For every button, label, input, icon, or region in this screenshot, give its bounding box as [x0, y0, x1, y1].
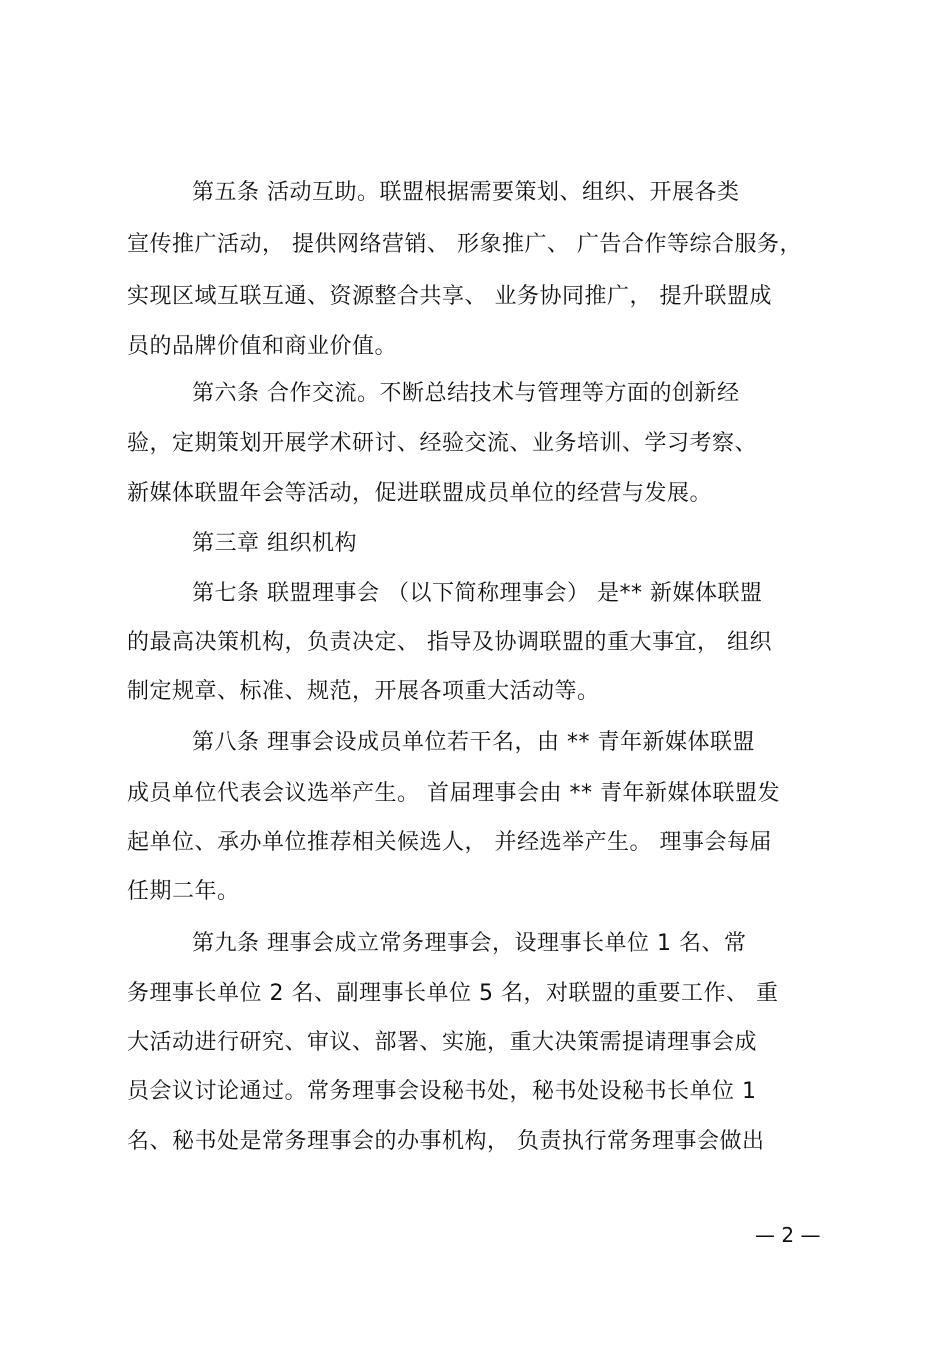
paragraph-line: 新媒体联盟年会等活动，促进联盟成员单位的经营与发展。	[127, 481, 713, 506]
paragraph-line: 任期二年。	[127, 879, 240, 904]
paragraph-line: 制定规章、标准、规范，开展各项重大活动等。	[127, 679, 600, 704]
chapter-heading: 第三章 组织机构	[192, 531, 357, 556]
paragraph-line: 第五条 活动互助。联盟根据需要策划、组织、开展各类	[192, 180, 740, 205]
paragraph-line: 大活动进行研究、审议、部署、实施，重大决策需提请理事会成	[127, 1030, 758, 1055]
paragraph-line: 第八条 理事会设成员单位若干名，由 ** 青年新媒体联盟	[192, 730, 755, 755]
paragraph-line: 第七条 联盟理事会 （以下简称理事会） 是** 新媒体联盟	[192, 581, 763, 606]
paragraph-line: 验，定期策划开展学术研讨、经验交流、业务培训、学习考察、	[127, 431, 758, 456]
paragraph-line: 第九条 理事会成立常务理事会，设理事长单位 1 名、常	[192, 931, 747, 956]
paragraph-line: 名、秘书处是常务理事会的办事机构， 负责执行常务理事会做出	[127, 1129, 765, 1154]
paragraph-line: 实现区域互联互通、资源整合共享、 业务协同推广， 提升联盟成	[127, 284, 772, 309]
paragraph-line: 起单位、承办单位推荐相关候选人， 并经选举产生。 理事会每届	[127, 830, 772, 855]
paragraph-line: 的最高决策机构，负责决定、 指导及协调联盟的重大事宜， 组织	[127, 630, 772, 655]
paragraph-line: 员会议讨论通过。常务理事会设秘书处，秘书处设秘书长单位 1	[127, 1079, 757, 1104]
paragraph-line: 宣传推广活动， 提供网络营销、 形象推广、 广告合作等综合服务，	[127, 232, 802, 257]
paragraph-line: 务理事长单位 2 名、副理事长单位 5 名，对联盟的重要工作、 重	[127, 981, 779, 1006]
paragraph-line: 第六条 合作交流。不断总结技术与管理等方面的创新经	[192, 381, 740, 406]
paragraph-line: 成员单位代表会议选举产生。 首届理事会由 ** 青年新媒体联盟发	[127, 781, 780, 806]
paragraph-line: 员的品牌价值和商业价值。	[127, 334, 398, 359]
page-number: — 2 —	[755, 1223, 821, 1247]
